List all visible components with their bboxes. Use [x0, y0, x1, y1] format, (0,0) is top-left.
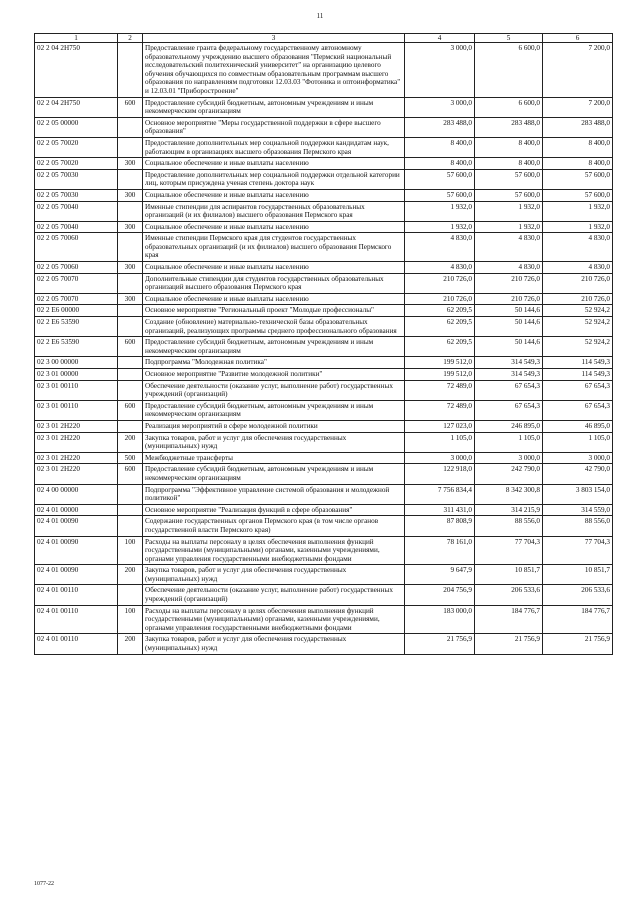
amount-year-3: 8 400,0 — [543, 137, 613, 157]
item-description: Подпрограмма "Эффективное управление системой образования и молодежной политикой" — [143, 484, 405, 504]
amount-year-1: 72 489,0 — [405, 400, 475, 420]
amount-year-3: 42 790,0 — [543, 464, 613, 484]
amount-year-1: 9 647,9 — [405, 565, 475, 585]
amount-year-3: 3 803 154,0 — [543, 484, 613, 504]
amount-year-2: 283 488,0 — [475, 117, 543, 137]
item-description: Основное мероприятие "Меры государственной поддержки в сфере высшего образования" — [143, 117, 405, 137]
table-row — [35, 504, 613, 516]
amount-year-2: 57 600,0 — [475, 169, 543, 189]
classification-code: 02 2 05 70030 — [35, 189, 118, 201]
classification-code: 02 2 05 70060 — [35, 233, 118, 262]
column-header: 3 — [143, 34, 405, 43]
amount-year-1: 210 726,0 — [405, 273, 475, 293]
item-description: Реализация мероприятий в сфере молодежной политики — [143, 420, 405, 432]
item-description: Закупка товаров, работ и услуг для обеспечения государственных (муниципальных) нужд — [143, 432, 405, 452]
amount-year-2: 1 932,0 — [475, 221, 543, 233]
item-description: Именные стипендии Пермского края для студентов государственных образовательных организаций (и их филиалов) высшего образования Пермского края — [143, 233, 405, 262]
table-row — [35, 337, 613, 357]
amount-year-3: 210 726,0 — [543, 273, 613, 293]
item-description: Социальное обеспечение и иные выплаты населению — [143, 262, 405, 274]
amount-year-2: 8 400,0 — [475, 137, 543, 157]
amount-year-3: 314 559,0 — [543, 504, 613, 516]
expense-type-code: 500 — [118, 452, 143, 464]
amount-year-1: 87 808,9 — [405, 516, 475, 536]
table-row — [35, 400, 613, 420]
classification-code: 02 3 01 2Н220 — [35, 432, 118, 452]
item-description: Содержание государственных органов Пермского края (в том числе органов государственной власти Пермского края) — [143, 516, 405, 536]
amount-year-3: 3 000,0 — [543, 452, 613, 464]
expense-type-code: 300 — [118, 293, 143, 305]
amount-year-1: 311 431,0 — [405, 504, 475, 516]
item-description: Основное мероприятие "Развитие молодежной политики" — [143, 369, 405, 381]
classification-code: 02 2 05 00000 — [35, 117, 118, 137]
amount-year-1: 199 512,0 — [405, 369, 475, 381]
classification-code: 02 2 Е6 53590 — [35, 317, 118, 337]
expense-type-code — [118, 117, 143, 137]
expense-type-code — [118, 380, 143, 400]
amount-year-1: 3 000,0 — [405, 43, 475, 98]
column-header: 5 — [475, 34, 543, 43]
amount-year-1: 62 209,5 — [405, 317, 475, 337]
expense-type-code — [118, 317, 143, 337]
item-description: Социальное обеспечение и иные выплаты населению — [143, 221, 405, 233]
classification-code: 02 2 05 70070 — [35, 273, 118, 293]
table-row — [35, 452, 613, 464]
amount-year-3: 21 756,9 — [543, 634, 613, 654]
expense-type-code — [118, 201, 143, 221]
amount-year-2: 67 654,3 — [475, 400, 543, 420]
expense-type-code: 300 — [118, 262, 143, 274]
item-description: Обеспечение деятельности (оказание услуг, выполнение работ) государственных учреждений (организаций) — [143, 585, 405, 605]
amount-year-2: 1 105,0 — [475, 432, 543, 452]
amount-year-2: 242 790,0 — [475, 464, 543, 484]
classification-code: 02 2 05 70040 — [35, 221, 118, 233]
classification-code: 02 2 05 70040 — [35, 201, 118, 221]
amount-year-3: 4 830,0 — [543, 262, 613, 274]
item-description: Предоставление субсидий бюджетным, автономным учреждениям и иным некоммерческим организациям — [143, 464, 405, 484]
amount-year-2: 4 830,0 — [475, 233, 543, 262]
table-row — [35, 605, 613, 634]
amount-year-2: 88 556,0 — [475, 516, 543, 536]
amount-year-2: 314 215,9 — [475, 504, 543, 516]
amount-year-2: 6 600,0 — [475, 97, 543, 117]
expense-type-code — [118, 484, 143, 504]
table-row — [35, 169, 613, 189]
amount-year-1: 4 830,0 — [405, 262, 475, 274]
item-description: Расходы на выплаты персоналу в целях обеспечения выполнения функций государственными (муниципальными) органами, казенными учреждениями, органами управления государственными внебюджетными фондами — [143, 605, 405, 634]
expense-type-code: 200 — [118, 634, 143, 654]
item-description: Социальное обеспечение и иные выплаты населению — [143, 293, 405, 305]
expense-type-code: 600 — [118, 464, 143, 484]
amount-year-3: 7 200,0 — [543, 43, 613, 98]
amount-year-1: 4 830,0 — [405, 233, 475, 262]
amount-year-1: 8 400,0 — [405, 137, 475, 157]
expense-type-code: 200 — [118, 565, 143, 585]
budget-table — [34, 33, 613, 655]
expense-type-code: 200 — [118, 432, 143, 452]
amount-year-1: 8 400,0 — [405, 158, 475, 170]
classification-code: 02 3 01 2Н220 — [35, 464, 118, 484]
amount-year-3: 67 654,3 — [543, 380, 613, 400]
amount-year-1: 127 023,0 — [405, 420, 475, 432]
amount-year-3: 8 400,0 — [543, 158, 613, 170]
table-row — [35, 565, 613, 585]
item-description: Социальное обеспечение и иные выплаты населению — [143, 158, 405, 170]
amount-year-1: 1 932,0 — [405, 201, 475, 221]
table-row — [35, 432, 613, 452]
amount-year-1: 210 726,0 — [405, 293, 475, 305]
classification-code: 02 2 05 70070 — [35, 293, 118, 305]
column-header: 1 — [35, 34, 118, 43]
classification-code: 02 2 05 70020 — [35, 158, 118, 170]
table-row — [35, 634, 613, 654]
expense-type-code — [118, 357, 143, 369]
amount-year-2: 10 851,7 — [475, 565, 543, 585]
amount-year-1: 78 161,0 — [405, 536, 475, 565]
expense-type-code — [118, 233, 143, 262]
amount-year-2: 184 776,7 — [475, 605, 543, 634]
amount-year-1: 122 918,0 — [405, 464, 475, 484]
amount-year-2: 4 830,0 — [475, 262, 543, 274]
table-row — [35, 117, 613, 137]
table-row — [35, 262, 613, 274]
table-row — [35, 137, 613, 157]
amount-year-2: 246 895,0 — [475, 420, 543, 432]
item-description: Предоставление субсидий бюджетным, автономным учреждениям и иным некоммерческим организациям — [143, 400, 405, 420]
column-header: 2 — [118, 34, 143, 43]
amount-year-2: 50 144,6 — [475, 305, 543, 317]
amount-year-3: 114 549,3 — [543, 357, 613, 369]
amount-year-2: 8 400,0 — [475, 158, 543, 170]
amount-year-1: 57 600,0 — [405, 189, 475, 201]
amount-year-3: 57 600,0 — [543, 169, 613, 189]
classification-code: 02 4 01 00000 — [35, 504, 118, 516]
table-row — [35, 380, 613, 400]
amount-year-1: 1 105,0 — [405, 432, 475, 452]
classification-code: 02 3 01 00000 — [35, 369, 118, 381]
amount-year-2: 21 756,9 — [475, 634, 543, 654]
amount-year-2: 206 533,6 — [475, 585, 543, 605]
classification-code: 02 3 01 2Н220 — [35, 420, 118, 432]
amount-year-3: 88 556,0 — [543, 516, 613, 536]
amount-year-3: 52 924,2 — [543, 317, 613, 337]
amount-year-3: 46 895,0 — [543, 420, 613, 432]
classification-code: 02 3 01 2Н220 — [35, 452, 118, 464]
amount-year-1: 199 512,0 — [405, 357, 475, 369]
amount-year-2: 8 342 300,8 — [475, 484, 543, 504]
table-row — [35, 585, 613, 605]
page-number: 11 — [316, 12, 324, 20]
item-description: Предоставление дополнительных мер социальной поддержки отдельной категории лиц, которым присуждена ученая степень доктора наук — [143, 169, 405, 189]
table-row — [35, 158, 613, 170]
amount-year-1: 72 489,0 — [405, 380, 475, 400]
amount-year-2: 67 654,3 — [475, 380, 543, 400]
item-description: Предоставление дополнительных мер социальной поддержки кандидатам наук, работающим в организациях высшего образования Пермского края — [143, 137, 405, 157]
item-description: Предоставление субсидий бюджетным, автономным учреждениям и иным некоммерческим организациям — [143, 337, 405, 357]
expense-type-code — [118, 504, 143, 516]
table-row — [35, 97, 613, 117]
column-number-row — [35, 34, 613, 43]
amount-year-3: 184 776,7 — [543, 605, 613, 634]
expense-type-code: 600 — [118, 97, 143, 117]
table-row — [35, 317, 613, 337]
table-row — [35, 293, 613, 305]
amount-year-3: 57 600,0 — [543, 189, 613, 201]
amount-year-3: 67 654,3 — [543, 400, 613, 420]
expense-type-code: 600 — [118, 337, 143, 357]
expense-type-code — [118, 169, 143, 189]
amount-year-3: 7 200,0 — [543, 97, 613, 117]
column-header: 6 — [543, 34, 613, 43]
table-row — [35, 369, 613, 381]
item-description: Обеспечение деятельности (оказание услуг, выполнение работ) государственных учреждений (организаций) — [143, 380, 405, 400]
amount-year-2: 50 144,6 — [475, 337, 543, 357]
classification-code: 02 4 01 00090 — [35, 536, 118, 565]
amount-year-1: 204 756,9 — [405, 585, 475, 605]
amount-year-3: 4 830,0 — [543, 233, 613, 262]
table-row — [35, 189, 613, 201]
item-description: Предоставление гранта федеральному государственному автономному образовательному учреждению высшего образования "Пермский национальный исследовательский политехнический университет" на организацию целевого обучения обучающихся по совместным образовательным программам высшего образования по направлениям подготовки 12.03.03 "Фотоника и оптоинформатика" и 12.03.01 "Приборостроение" — [143, 43, 405, 98]
classification-code: 02 2 05 70020 — [35, 137, 118, 157]
amount-year-1: 283 488,0 — [405, 117, 475, 137]
amount-year-2: 314 549,3 — [475, 357, 543, 369]
item-description: Именные стипендии для аспирантов государственных образовательных организаций (и их филиалов) высшего образования Пермского края — [143, 201, 405, 221]
table-row — [35, 201, 613, 221]
item-description: Основное мероприятие "Региональный проект "Молодые профессионалы" — [143, 305, 405, 317]
classification-code: 02 2 04 2Н750 — [35, 43, 118, 98]
item-description: Подпрограмма "Молодежная политика" — [143, 357, 405, 369]
classification-code: 02 2 04 2Н750 — [35, 97, 118, 117]
expense-type-code — [118, 305, 143, 317]
classification-code: 02 4 01 00090 — [35, 565, 118, 585]
expense-type-code — [118, 420, 143, 432]
amount-year-1: 62 209,5 — [405, 337, 475, 357]
amount-year-3: 10 851,7 — [543, 565, 613, 585]
amount-year-2: 50 144,6 — [475, 317, 543, 337]
table-row — [35, 273, 613, 293]
amount-year-3: 77 704,3 — [543, 536, 613, 565]
classification-code: 02 2 Е6 00000 — [35, 305, 118, 317]
table-body — [35, 43, 613, 655]
table-row — [35, 221, 613, 233]
amount-year-3: 114 549,3 — [543, 369, 613, 381]
table-row — [35, 43, 613, 98]
expense-type-code: 300 — [118, 158, 143, 170]
amount-year-1: 1 932,0 — [405, 221, 475, 233]
expense-type-code — [118, 369, 143, 381]
expense-type-code: 100 — [118, 536, 143, 565]
expense-type-code: 100 — [118, 605, 143, 634]
amount-year-1: 21 756,9 — [405, 634, 475, 654]
item-description: Межбюджетные трансферты — [143, 452, 405, 464]
expense-type-code: 300 — [118, 221, 143, 233]
amount-year-1: 3 000,0 — [405, 97, 475, 117]
item-description: Дополнительные стипендии для студентов государственных образовательных организаций высшего образования Пермского края — [143, 273, 405, 293]
classification-code: 02 3 01 00110 — [35, 400, 118, 420]
classification-code: 02 4 01 00110 — [35, 605, 118, 634]
classification-code: 02 2 05 70030 — [35, 169, 118, 189]
amount-year-3: 210 726,0 — [543, 293, 613, 305]
amount-year-1: 62 209,5 — [405, 305, 475, 317]
item-description: Социальное обеспечение и иные выплаты населению — [143, 189, 405, 201]
amount-year-3: 1 105,0 — [543, 432, 613, 452]
expense-type-code — [118, 516, 143, 536]
amount-year-2: 3 000,0 — [475, 452, 543, 464]
item-description: Основное мероприятие "Реализация функций в сфере образования" — [143, 504, 405, 516]
item-description: Предоставление субсидий бюджетным, автономным учреждениям и иным некоммерческим организациям — [143, 97, 405, 117]
classification-code: 02 4 01 00110 — [35, 585, 118, 605]
item-description: Закупка товаров, работ и услуг для обеспечения государственных (муниципальных) нужд — [143, 565, 405, 585]
column-header: 4 — [405, 34, 475, 43]
item-description: Закупка товаров, работ и услуг для обеспечения государственных (муниципальных) нужд — [143, 634, 405, 654]
amount-year-1: 57 600,0 — [405, 169, 475, 189]
classification-code: 02 4 01 00090 — [35, 516, 118, 536]
expense-type-code — [118, 137, 143, 157]
expense-type-code — [118, 585, 143, 605]
amount-year-3: 206 533,6 — [543, 585, 613, 605]
table-row — [35, 357, 613, 369]
amount-year-1: 3 000,0 — [405, 452, 475, 464]
classification-code: 02 3 01 00110 — [35, 380, 118, 400]
expense-type-code: 300 — [118, 189, 143, 201]
table-row — [35, 516, 613, 536]
amount-year-3: 1 932,0 — [543, 201, 613, 221]
classification-code: 02 2 05 70060 — [35, 262, 118, 274]
classification-code: 02 4 01 00110 — [35, 634, 118, 654]
item-description: Создание (обновление) материально-технической базы образовательных организаций, реализующих программы среднего профессионального образования — [143, 317, 405, 337]
amount-year-2: 210 726,0 — [475, 293, 543, 305]
amount-year-3: 283 488,0 — [543, 117, 613, 137]
expense-type-code — [118, 273, 143, 293]
document-code: 1077-22 — [34, 881, 54, 887]
table-row — [35, 536, 613, 565]
amount-year-2: 57 600,0 — [475, 189, 543, 201]
table-row — [35, 484, 613, 504]
amount-year-2: 210 726,0 — [475, 273, 543, 293]
classification-code: 02 2 Е6 53590 — [35, 337, 118, 357]
amount-year-3: 52 924,2 — [543, 337, 613, 357]
amount-year-3: 1 932,0 — [543, 221, 613, 233]
item-description: Расходы на выплаты персоналу в целях обеспечения выполнения функций государственными (муниципальными) органами, казенными учреждениями, органами управления государственными внебюджетными фондами — [143, 536, 405, 565]
expense-type-code: 600 — [118, 400, 143, 420]
classification-code: 02 3 00 00000 — [35, 357, 118, 369]
amount-year-1: 183 000,0 — [405, 605, 475, 634]
classification-code: 02 4 00 00000 — [35, 484, 118, 504]
amount-year-2: 1 932,0 — [475, 201, 543, 221]
amount-year-2: 314 549,3 — [475, 369, 543, 381]
amount-year-1: 7 756 834,4 — [405, 484, 475, 504]
table-row — [35, 464, 613, 484]
table-row — [35, 233, 613, 262]
table-row — [35, 420, 613, 432]
table-row — [35, 305, 613, 317]
amount-year-3: 52 924,2 — [543, 305, 613, 317]
expense-type-code — [118, 43, 143, 98]
amount-year-2: 6 600,0 — [475, 43, 543, 98]
amount-year-2: 77 704,3 — [475, 536, 543, 565]
